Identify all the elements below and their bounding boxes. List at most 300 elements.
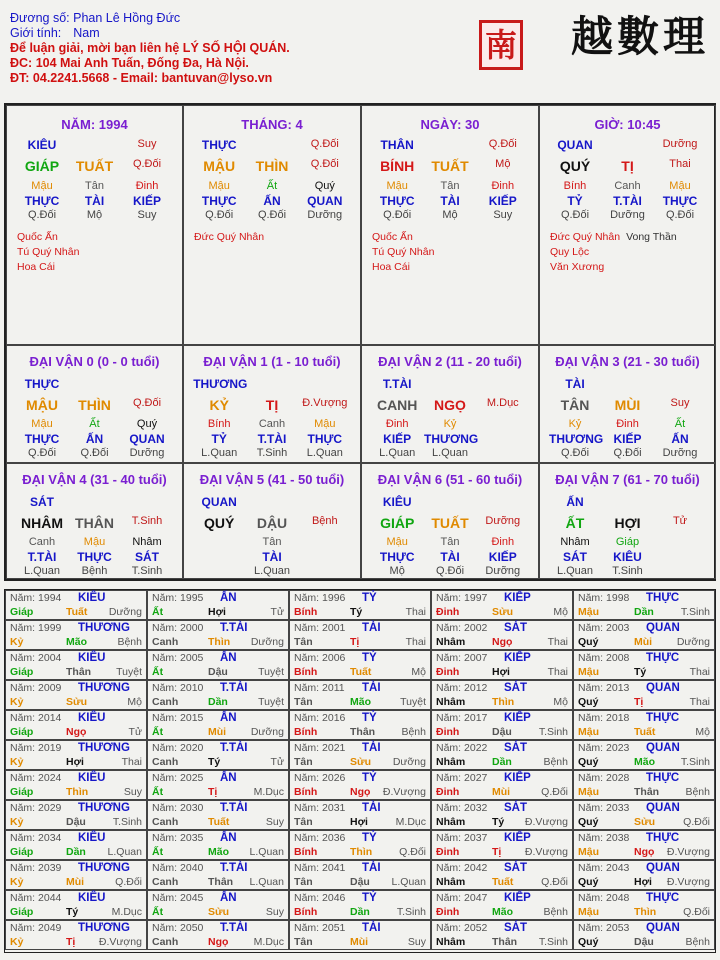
year-stage: Dưỡng [676, 636, 710, 648]
year-stem: Nhâm [436, 696, 466, 708]
year-branch: Mão [634, 756, 655, 768]
year-branch: Mão [492, 906, 513, 918]
luck-stem-row [362, 397, 538, 413]
hidden-gods-row [184, 432, 360, 446]
year-stage: Tuyệt [116, 666, 142, 678]
year-branch: Mùi [66, 876, 85, 888]
life-stage: Mộ [389, 565, 405, 577]
year-value: 2003 [603, 622, 630, 634]
year-prefix: Năm: [10, 922, 36, 934]
year-branch: Thân [66, 666, 92, 678]
year-pillar-row [148, 816, 288, 830]
year-label [294, 892, 345, 904]
year-pillar-row [432, 726, 572, 740]
year-prefix: Năm: [10, 592, 36, 604]
year-stage: Q.Đối [683, 816, 710, 828]
year-pillar-row [6, 876, 146, 890]
year-cell [289, 620, 431, 650]
year-label [578, 592, 629, 604]
year-label [152, 712, 203, 724]
year-branch: Thìn [634, 906, 657, 918]
year-god: ẤN [220, 652, 237, 664]
hidden-stem: Đinh [616, 418, 639, 430]
hidden-stem: Tân [85, 180, 104, 192]
year-stage: Bệnh [543, 906, 568, 918]
year-branch: Thìn [66, 786, 89, 798]
hidden-stems-row [7, 180, 182, 194]
year-branch: Sửu [492, 606, 514, 618]
hidden-god: KIẾP [613, 432, 642, 446]
year-god: KIÊU [78, 772, 106, 784]
hidden-stem: Bính [207, 418, 231, 430]
year-label [10, 922, 61, 934]
year-stage: Đ.Vượng [98, 936, 142, 948]
stages-row [184, 447, 360, 461]
year-stem: Canh [152, 756, 179, 768]
hidden-stem: Giáp [615, 536, 640, 548]
year-pillar-row [148, 696, 288, 710]
year-stem: Quý [578, 696, 599, 708]
year-prefix: Năm: [436, 742, 462, 754]
year-branch: Tị [208, 786, 218, 798]
year-stage: Bệnh [685, 936, 710, 948]
year-pillar-row [6, 816, 146, 830]
year-pillar-row [574, 876, 714, 890]
heavenly-stem: KỶ [209, 397, 229, 413]
year-label [578, 892, 629, 904]
hidden-stem: Mậu [31, 418, 53, 430]
hidden-god: TỶ [567, 194, 583, 208]
hidden-god: TÀI [440, 550, 460, 564]
earthly-branch: THÌN [255, 158, 289, 174]
year-value: 2027 [461, 772, 488, 784]
year-branch: Thân [634, 786, 660, 798]
year-god: T.TÀI [220, 802, 248, 814]
year-god: TÀI [362, 622, 381, 634]
year-branch: Dần [634, 606, 654, 618]
year-prefix: Năm: [294, 652, 320, 664]
year-branch: Mùi [350, 936, 369, 948]
year-value: 2026 [319, 772, 346, 784]
branch-stage: Đ.Vượng [302, 397, 348, 409]
year-god: ẤN [220, 772, 237, 784]
year-stem: Tân [294, 816, 313, 828]
year-prefix: Năm: [436, 862, 462, 874]
year-label [578, 802, 629, 814]
earthly-branch: TUẤT [75, 158, 114, 174]
year-stage: Thai [405, 606, 426, 618]
luck-stem-row [184, 515, 360, 531]
year-branch: Ngọ [634, 846, 655, 858]
year-branch: Dần [492, 756, 512, 768]
hidden-god: T.TÀI [27, 550, 57, 564]
year-label [294, 622, 345, 634]
life-stage: Q.Đối [613, 447, 642, 459]
year-prefix: Năm: [10, 652, 36, 664]
year-stem: Đinh [436, 726, 460, 738]
year-branch: Dậu [66, 816, 86, 828]
year-stem: Tân [294, 876, 313, 888]
hidden-gods-row [7, 432, 182, 446]
year-branch: Tuất [350, 666, 372, 678]
year-stem: Mậu [578, 846, 599, 858]
year-prefix: Năm: [294, 682, 320, 694]
star-name: Quy Lộc [550, 246, 590, 258]
year-stem: Bính [294, 846, 318, 858]
hidden-stems-row [184, 180, 360, 194]
year-value: 2043 [603, 862, 630, 874]
year-stem: Kỷ [10, 756, 24, 768]
year-prefix: Năm: [578, 802, 604, 814]
year-stem: Mậu [578, 606, 599, 618]
year-cell [573, 890, 715, 920]
year-cell [147, 920, 289, 950]
year-prefix: Năm: [294, 712, 320, 724]
year-god: THỰC [646, 892, 680, 904]
life-stage: Q.Đối [205, 209, 234, 221]
year-god: KIẾP [504, 652, 531, 664]
year-pillar-row [574, 786, 714, 800]
year-label [152, 772, 203, 784]
year-stage: M.Dục [395, 816, 426, 828]
year-stage: T.Sinh [112, 816, 142, 828]
ten-god-label: TÀI [565, 377, 585, 391]
year-value: 2009 [35, 682, 62, 694]
hidden-stems-row [362, 536, 538, 550]
year-stem: Bính [294, 786, 318, 798]
year-god: TỶ [362, 712, 377, 724]
year-cell [573, 710, 715, 740]
hidden-god: TÀI [84, 194, 105, 208]
year-pillar-row [148, 756, 288, 770]
year-pillar-row [574, 696, 714, 710]
year-stage: Q.Đối [115, 876, 142, 888]
year-stage: Q.Đối [399, 846, 426, 858]
year-prefix: Năm: [436, 592, 462, 604]
year-stage: T.Sinh [396, 906, 426, 918]
year-god: KIẾP [504, 832, 531, 844]
life-stage: Q.Đối [80, 447, 109, 459]
hidden-stem: Mậu [83, 536, 106, 548]
year-stage: Dưỡng [392, 756, 426, 768]
year-value: 2025 [177, 772, 204, 784]
year-stem: Quý [578, 756, 599, 768]
year-stage: Bệnh [401, 726, 426, 738]
year-value: 2004 [35, 652, 62, 664]
year-stage: Tử [270, 606, 284, 618]
chart-grid [4, 103, 716, 581]
year-value: 2000 [177, 622, 204, 634]
year-stem: Mậu [578, 666, 599, 678]
year-cell [147, 740, 289, 770]
year-branch: Ngọ [66, 726, 87, 738]
year-branch: Tý [208, 756, 221, 768]
year-branch: Sửu [350, 756, 372, 768]
year-label [436, 742, 487, 754]
year-prefix: Năm: [152, 622, 178, 634]
year-cell [5, 890, 147, 920]
year-stem: Quý [578, 936, 599, 948]
year-value: 2032 [461, 802, 488, 814]
year-stage: Suy [123, 786, 142, 798]
year-prefix: Năm: [10, 682, 36, 694]
year-prefix: Năm: [294, 922, 320, 934]
luck-god-row [362, 495, 538, 509]
year-pillar-row [432, 636, 572, 650]
year-value: 2053 [603, 922, 630, 934]
year-value: 2016 [319, 712, 346, 724]
hidden-stem: Tân [440, 180, 460, 192]
year-label [436, 622, 487, 634]
year-god: KIÊU [78, 652, 106, 664]
year-pillar-row [6, 906, 146, 920]
year-table [4, 589, 716, 953]
star-extra: Vong Thần [626, 231, 677, 243]
stages-row [184, 565, 360, 579]
luck-god-row [184, 377, 360, 391]
hidden-stem: Mậu [669, 180, 691, 192]
owner-line: Đương số: Phan Lê Hồng Đức [10, 11, 181, 25]
hidden-stem: Quý [136, 418, 158, 430]
star-name: Tú Quý Nhân [17, 246, 80, 258]
year-branch: Hợi [208, 606, 226, 618]
stars-list [372, 230, 434, 275]
star-name: Tú Quý Nhân [372, 246, 435, 258]
pillar-stem-row [7, 158, 182, 174]
life-stage: L.Quan [201, 447, 238, 459]
year-branch: Mão [208, 846, 229, 858]
year-pillar-row [290, 786, 430, 800]
luck-cell [539, 463, 716, 579]
year-branch: Mão [66, 636, 87, 648]
year-cell [5, 680, 147, 710]
year-prefix: Năm: [578, 772, 604, 784]
year-value: 2030 [177, 802, 204, 814]
heavenly-stem: BÍNH [380, 158, 415, 174]
year-pillar-row [6, 846, 146, 860]
hidden-stem: Kỷ [443, 418, 457, 430]
year-prefix: Năm: [578, 682, 604, 694]
luck-title: ĐẠI VẬN 6 (51 - 60 tuổi) [377, 472, 523, 487]
year-god: SÁT [504, 922, 527, 934]
year-branch: Ngọ [492, 636, 513, 648]
year-pillar-row [290, 756, 430, 770]
year-stage: Bệnh [543, 756, 568, 768]
life-stage: Suy [493, 209, 513, 221]
pillar-stem-row [540, 158, 715, 174]
hidden-stem: Mậu [386, 536, 408, 548]
year-pillar-row [574, 606, 714, 620]
year-god: ẤN [220, 712, 237, 724]
pillar-title: NGÀY: 30 [420, 117, 480, 132]
hidden-gods-row [184, 194, 360, 208]
year-stem: Canh [152, 816, 179, 828]
year-stem: Kỷ [10, 936, 24, 948]
header [10, 11, 290, 86]
year-label [578, 742, 629, 754]
year-god: SÁT [504, 862, 527, 874]
year-stem: Mậu [578, 786, 599, 798]
pillar-cell [6, 105, 183, 345]
year-cell [573, 770, 715, 800]
year-prefix: Năm: [294, 772, 320, 784]
life-stage: Bệnh [81, 565, 108, 577]
life-stage: Q.Đối [27, 447, 57, 459]
year-value: 2035 [177, 832, 204, 844]
luck-cell [361, 463, 539, 579]
year-label [436, 652, 487, 664]
year-value: 1999 [35, 622, 62, 634]
year-prefix: Năm: [436, 832, 462, 844]
year-prefix: Năm: [10, 742, 36, 754]
luck-stem-row [7, 515, 182, 531]
star-item [17, 245, 79, 260]
branch-stage: Tử [672, 515, 688, 527]
year-god: TÀI [362, 922, 381, 934]
year-label [436, 892, 487, 904]
hidden-god: QUAN [129, 432, 165, 446]
ten-god-label: KIÊU [382, 495, 412, 509]
year-prefix: Năm: [10, 832, 36, 844]
year-label [578, 652, 629, 664]
year-stage: Suy [407, 936, 426, 948]
year-stage: Mộ [553, 696, 568, 708]
year-stem: Giáp [10, 726, 34, 738]
life-stage: T.Sinh [256, 447, 288, 459]
hidden-god: KIÊU [613, 550, 642, 564]
year-cell [5, 920, 147, 950]
year-pillar-row [432, 786, 572, 800]
year-stage: Q.Đối [683, 906, 710, 918]
star-name: Văn Xương [550, 261, 605, 273]
year-cell [147, 770, 289, 800]
branch-stage: Q.Đối [132, 397, 162, 409]
year-value: 2040 [177, 862, 204, 874]
year-pillar-row [290, 636, 430, 650]
earthly-branch: MÙI [614, 397, 641, 413]
life-stage: L.Quan [431, 447, 469, 459]
stars-list [194, 230, 264, 245]
year-cell [431, 860, 573, 890]
hidden-god: THỰC [24, 194, 60, 208]
year-label [294, 592, 345, 604]
year-stage: Thai [405, 636, 426, 648]
year-prefix: Năm: [436, 772, 462, 784]
year-label [10, 832, 61, 844]
ten-god-label: SÁT [30, 495, 54, 509]
year-branch: Tị [634, 696, 644, 708]
year-branch: Thìn [350, 846, 373, 858]
year-label [10, 592, 61, 604]
year-value: 2050 [177, 922, 204, 934]
year-branch: Thìn [492, 696, 515, 708]
year-pillar-row [432, 606, 572, 620]
year-god: QUAN [646, 862, 680, 874]
stars-list [17, 230, 79, 275]
hidden-stem: Tân [440, 536, 460, 548]
year-stage: Dưỡng [108, 606, 142, 618]
year-pillar-row [290, 816, 430, 830]
year-prefix: Năm: [10, 772, 36, 784]
branch-stage: Q.Đối [310, 158, 339, 170]
year-prefix: Năm: [152, 862, 178, 874]
year-branch: Mùi [634, 636, 653, 648]
hidden-stem: Canh [614, 180, 641, 192]
year-value: 2033 [603, 802, 630, 814]
hidden-god: TỶ [211, 432, 227, 446]
hidden-stem: Đinh [491, 180, 515, 192]
year-god: TÀI [362, 862, 381, 874]
year-cell [289, 860, 431, 890]
year-value: 2014 [35, 712, 62, 724]
year-stage: Tử [128, 726, 142, 738]
year-label [436, 682, 487, 694]
year-branch: Ngọ [350, 786, 371, 798]
year-stage: T.Sinh [680, 756, 710, 768]
year-cell [289, 800, 431, 830]
year-label [294, 802, 345, 814]
year-god: QUAN [646, 802, 680, 814]
luck-cell [539, 345, 716, 463]
heavenly-stem: NHÂM [21, 515, 63, 531]
year-label [152, 742, 203, 754]
luck-god-row [7, 377, 182, 391]
year-stage: Đ.Vượng [666, 876, 710, 888]
hidden-god: THỰC [307, 432, 343, 446]
year-stem: Kỷ [10, 876, 24, 888]
luck-title: ĐẠI VẬN 2 (11 - 20 tuổi) [378, 354, 522, 369]
year-label [578, 772, 629, 784]
year-cell [147, 830, 289, 860]
year-god: KIÊU [78, 832, 106, 844]
year-value: 2042 [461, 862, 488, 874]
year-prefix: Năm: [152, 832, 178, 844]
luck-cell [6, 463, 183, 579]
year-branch: Tuất [66, 606, 88, 618]
year-pillar-row [148, 726, 288, 740]
year-branch: Tị [492, 846, 502, 858]
luck-cell [6, 345, 183, 463]
luck-god-row [540, 495, 715, 509]
year-cell [289, 680, 431, 710]
year-pillar-row [6, 786, 146, 800]
hidden-stems-row [184, 536, 360, 550]
luck-cell [183, 345, 361, 463]
year-prefix: Năm: [152, 922, 178, 934]
stages-row [540, 447, 715, 461]
earthly-branch: NGỌ [434, 397, 466, 413]
year-value: 2010 [177, 682, 204, 694]
branch-stage: Mộ [495, 158, 511, 170]
hidden-god: THỰC [662, 194, 698, 208]
year-value: 2045 [177, 892, 204, 904]
year-stem: Đinh [436, 606, 460, 618]
year-value: 2034 [35, 832, 62, 844]
year-stage: T.Sinh [680, 606, 710, 618]
hidden-god: KIẾP [488, 194, 517, 208]
year-cell [431, 710, 573, 740]
life-stage: Q.Đối [560, 447, 590, 459]
year-god: TỶ [362, 652, 377, 664]
luck-god-row [184, 495, 360, 509]
year-prefix: Năm: [578, 652, 604, 664]
hidden-stems-row [540, 418, 715, 432]
year-pillar-row [6, 606, 146, 620]
year-cell [289, 890, 431, 920]
year-value: 2011 [319, 682, 345, 694]
year-cell [573, 740, 715, 770]
ten-god-label: THỰC [201, 138, 237, 152]
